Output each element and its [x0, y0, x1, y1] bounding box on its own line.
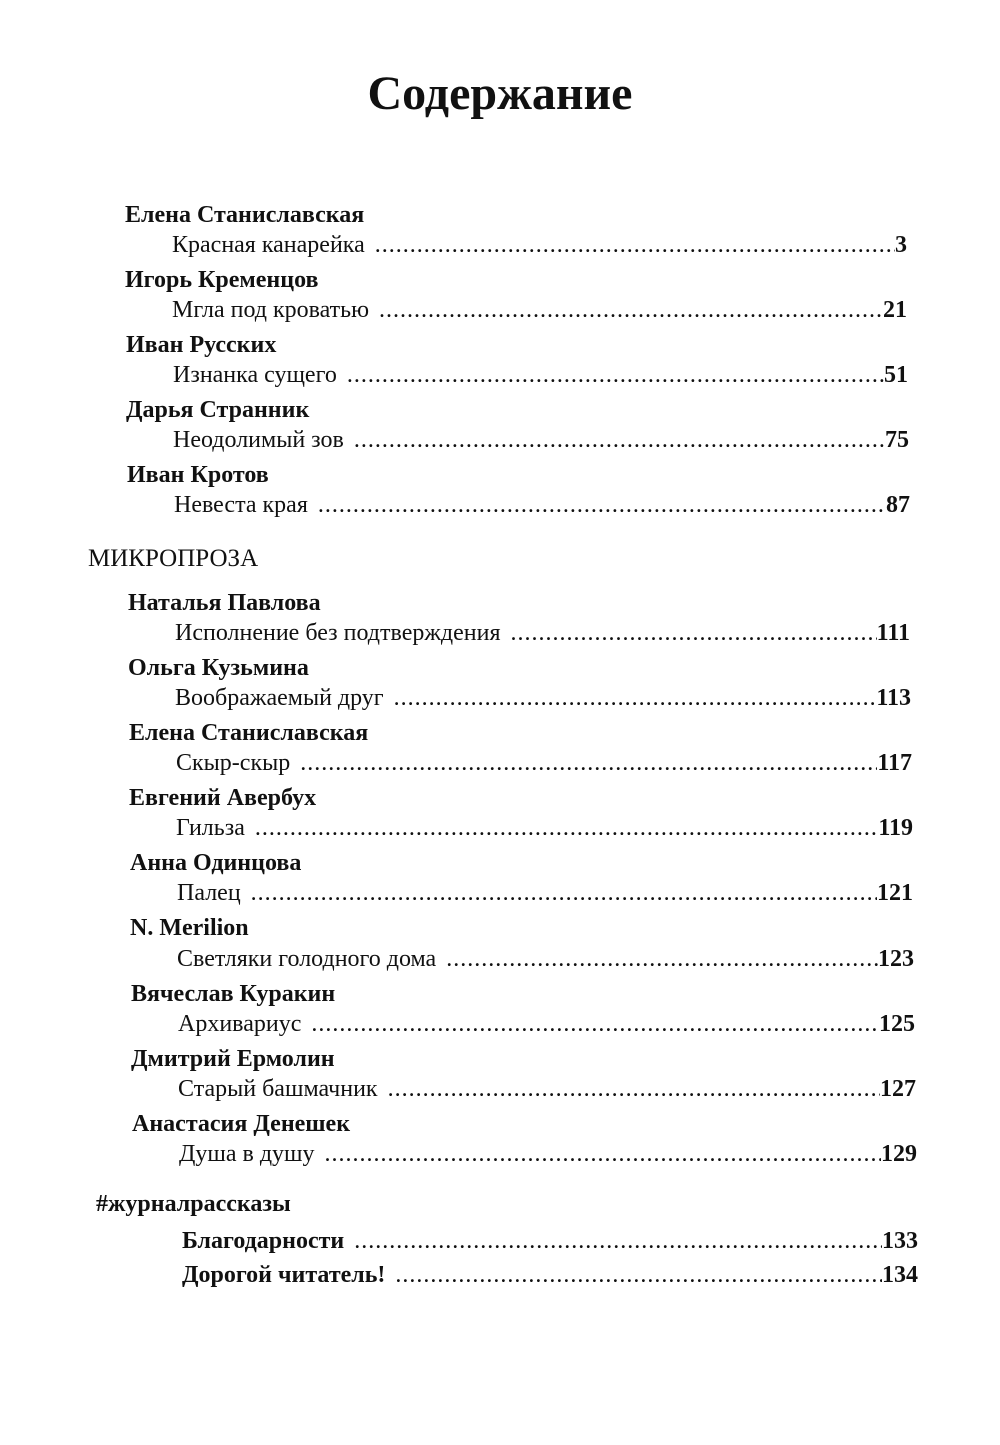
toc-dot-leader	[379, 297, 883, 324]
toc-dot-leader	[395, 1262, 882, 1289]
toc-dot-leader	[325, 1141, 881, 1168]
toc-entry-title: Красная канарейка	[172, 232, 365, 258]
toc-entry[interactable]	[172, 232, 907, 259]
toc-entry-title: Старый башмачник	[178, 1076, 378, 1102]
toc-page-number: 125	[879, 1011, 915, 1037]
toc-page-number: 113	[876, 685, 911, 711]
page-title: Содержание	[367, 67, 633, 120]
toc-author: Иван Русских	[126, 332, 277, 358]
toc-dot-leader	[311, 1011, 879, 1038]
toc-author: Елена Станиславская	[129, 720, 369, 746]
toc-page-number: 3	[895, 232, 907, 258]
toc-dot-leader	[300, 750, 877, 777]
toc-entry-title: Душа в душу	[179, 1141, 315, 1167]
toc-entry-title: Скыр-скыр	[176, 750, 291, 776]
toc-entry-title: Дорогой читатель!	[182, 1262, 386, 1288]
toc-entry[interactable]	[178, 1011, 915, 1038]
toc-dot-leader	[318, 492, 886, 519]
toc-page-number: 75	[885, 427, 909, 453]
toc-author: Ольга Кузьмина	[128, 655, 309, 681]
toc-author: Елена Станиславская	[125, 202, 365, 228]
toc-entry[interactable]	[182, 1262, 918, 1289]
toc-page-number: 134	[882, 1262, 918, 1288]
toc-entry-title: Неодолимый зов	[173, 427, 344, 453]
toc-author: Иван Кротов	[127, 462, 269, 488]
toc-page-number: 133	[882, 1228, 918, 1254]
toc-page-number: 87	[886, 492, 910, 518]
toc-page-number: 129	[881, 1141, 917, 1167]
toc-dot-leader	[375, 232, 895, 259]
toc-author: Наталья Павлова	[128, 590, 321, 616]
section-heading: #журналрассказы	[96, 1191, 291, 1217]
toc-dot-leader	[347, 362, 884, 389]
toc-author: Дарья Странник	[126, 397, 310, 423]
toc-page-number: 123	[878, 946, 914, 972]
toc-author: Вячеслав Куракин	[131, 981, 336, 1007]
toc-author: N. Merilion	[130, 915, 249, 941]
toc-entry-title: Благодарности	[182, 1228, 345, 1254]
section-heading: МИКРОПРОЗА	[88, 545, 259, 572]
toc-author: Игорь Кременцов	[125, 267, 319, 293]
toc-dot-leader	[354, 427, 885, 454]
toc-entry[interactable]	[173, 362, 908, 389]
toc-entry[interactable]	[176, 815, 913, 842]
toc-entry[interactable]	[178, 1076, 916, 1103]
toc-dot-leader	[511, 620, 877, 647]
toc-dot-leader	[255, 815, 878, 842]
toc-entry[interactable]	[175, 685, 911, 712]
toc-dot-leader	[388, 1076, 880, 1103]
toc-entry[interactable]	[177, 880, 913, 907]
toc-page-number: 119	[878, 815, 913, 841]
toc-page-number: 121	[877, 880, 913, 906]
toc-entry-title: Архивариус	[178, 1011, 302, 1037]
toc-entry[interactable]	[172, 297, 907, 324]
toc-entry[interactable]	[174, 492, 910, 519]
toc-entry[interactable]	[177, 946, 914, 973]
toc-page-number: 117	[877, 750, 912, 776]
toc-dot-leader	[251, 880, 877, 907]
toc-author: Евгений Авербух	[129, 785, 317, 811]
toc-dot-leader	[446, 946, 878, 973]
toc-entry-title: Исполнение без подтверждения	[175, 620, 501, 646]
toc-page-number: 51	[884, 362, 908, 388]
toc-entry-title: Гильза	[176, 815, 245, 841]
toc-entry-title: Воображаемый друг	[175, 685, 384, 711]
toc-page-number: 111	[876, 620, 910, 646]
toc-entry[interactable]	[179, 1141, 917, 1168]
toc-author: Дмитрий Ермолин	[131, 1046, 335, 1072]
toc-entry[interactable]	[176, 750, 912, 777]
toc-entry-title: Светляки голодного дома	[177, 946, 437, 972]
toc-entry[interactable]	[175, 620, 910, 647]
toc-page-number: 127	[880, 1076, 916, 1102]
toc-entry-title: Мгла под кроватью	[172, 297, 370, 323]
toc-dot-leader	[354, 1228, 882, 1255]
toc-entry-title: Палец	[177, 880, 241, 906]
toc-dot-leader	[394, 685, 877, 712]
toc-page-number: 21	[883, 297, 907, 323]
toc-entry-title: Изнанка сущего	[173, 362, 337, 388]
toc-entry[interactable]	[173, 427, 909, 454]
toc-entry[interactable]	[182, 1228, 918, 1255]
toc-author: Анастасия Денешек	[132, 1111, 351, 1137]
toc-author: Анна Одинцова	[130, 850, 302, 876]
toc-entry-title: Невеста края	[174, 492, 308, 518]
